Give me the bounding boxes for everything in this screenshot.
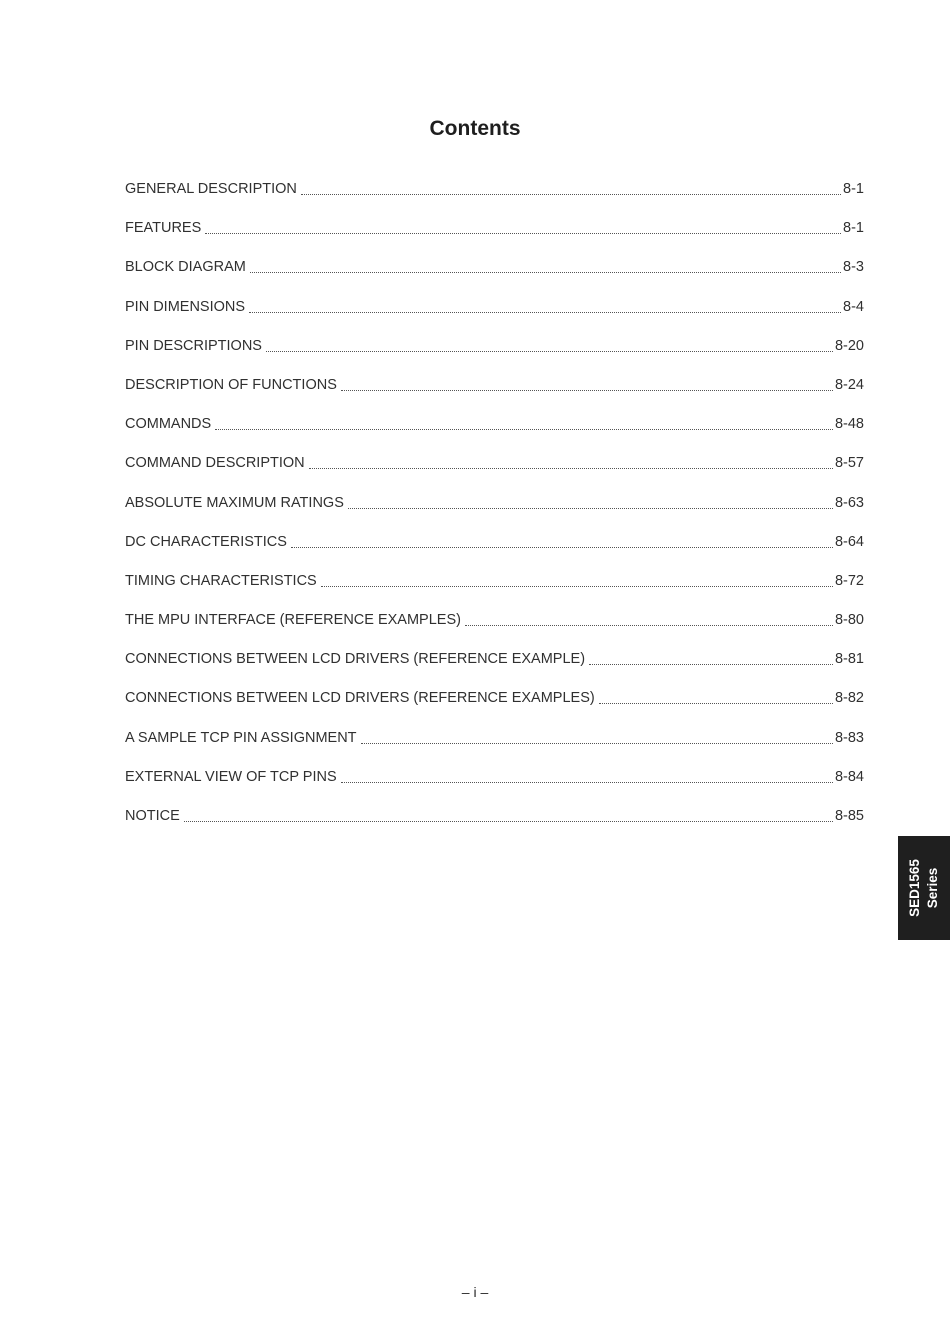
toc-entry-page: 8-82	[834, 690, 864, 707]
toc-leader-dots	[348, 490, 833, 516]
toc-leader-dots	[205, 215, 841, 241]
toc-entry-lcd-connections-example[interactable]	[125, 646, 864, 685]
toc-entry-page: 8-48	[834, 416, 864, 433]
toc-leader-dots	[599, 685, 833, 711]
toc-entry-notice[interactable]	[125, 803, 864, 842]
toc-entry-timing-characteristics[interactable]	[125, 568, 864, 607]
toc-entry-label: COMMANDS	[125, 416, 212, 433]
toc-entry-page: 8-84	[834, 768, 864, 785]
toc-leader-dots	[321, 568, 833, 594]
toc-entry-page: 8-83	[834, 729, 864, 746]
toc-entry-pin-descriptions[interactable]	[125, 333, 864, 372]
toc-leader-dots	[341, 372, 833, 398]
toc-entry-label: COMMAND DESCRIPTION	[125, 455, 305, 472]
toc-entry-label: FEATURES	[125, 220, 202, 237]
series-side-tab-text	[906, 859, 942, 917]
toc-leader-dots	[301, 176, 841, 202]
table-of-contents	[125, 176, 864, 842]
toc-entry-label: PIN DIMENSIONS	[125, 298, 246, 315]
toc-entry-label: DC CHARACTERISTICS	[125, 533, 287, 550]
toc-entry-label: PIN DESCRIPTIONS	[125, 337, 262, 354]
toc-entry-lcd-connections-examples[interactable]	[125, 685, 864, 724]
toc-entry-page: 8-63	[834, 494, 864, 511]
toc-leader-dots	[589, 646, 833, 672]
toc-entry-dc-characteristics[interactable]	[125, 529, 864, 568]
toc-entry-description-of-functions[interactable]	[125, 372, 864, 411]
toc-entry-general-description[interactable]	[125, 176, 864, 215]
toc-leader-dots	[215, 411, 833, 437]
toc-leader-dots	[249, 294, 841, 320]
toc-entry-pin-dimensions[interactable]	[125, 294, 864, 333]
toc-leader-dots	[184, 803, 833, 829]
toc-entry-page: 8-3	[843, 259, 864, 276]
toc-entry-page: 8-72	[834, 572, 864, 589]
toc-entry-label: BLOCK DIAGRAM	[125, 259, 246, 276]
toc-entry-label: ABSOLUTE MAXIMUM RATINGS	[125, 494, 344, 511]
toc-entry-label: A SAMPLE TCP PIN ASSIGNMENT	[125, 729, 357, 746]
series-side-tab	[898, 836, 950, 940]
toc-entry-label: TIMING CHARACTERISTICS	[125, 572, 317, 589]
toc-leader-dots	[250, 254, 841, 280]
toc-entry-command-description[interactable]	[125, 450, 864, 489]
toc-entry-mpu-interface[interactable]	[125, 607, 864, 646]
toc-entry-commands[interactable]	[125, 411, 864, 450]
toc-entry-label: GENERAL DESCRIPTION	[125, 181, 297, 197]
toc-leader-dots	[465, 607, 833, 633]
toc-entry-page: 8-4	[843, 298, 864, 315]
toc-entry-label: DESCRIPTION OF FUNCTIONS	[125, 376, 337, 393]
toc-entry-page: 8-64	[834, 533, 864, 550]
toc-leader-dots	[266, 333, 833, 359]
toc-entry-label: CONNECTIONS BETWEEN LCD DRIVERS (REFERENCE EXAMPLES)	[125, 690, 595, 707]
toc-entry-page: 8-1	[843, 220, 864, 237]
toc-leader-dots	[361, 725, 833, 751]
toc-leader-dots	[291, 529, 833, 555]
toc-entry-label: EXTERNAL VIEW OF TCP PINS	[125, 768, 337, 785]
toc-entry-tcp-pin-assignment[interactable]	[125, 725, 864, 764]
page-title: Contents	[429, 117, 521, 140]
toc-entry-page: 8-1	[843, 181, 864, 197]
toc-leader-dots	[341, 764, 833, 790]
toc-entry-page: 8-81	[834, 651, 864, 668]
toc-entry-block-diagram[interactable]	[125, 254, 864, 293]
toc-entry-page: 8-57	[834, 455, 864, 472]
toc-entry-page: 8-80	[834, 612, 864, 629]
toc-entry-page: 8-20	[834, 337, 864, 354]
toc-entry-label: NOTICE	[125, 808, 180, 824]
toc-entry-page: 8-85	[834, 808, 864, 824]
series-tab-label: Series	[925, 867, 940, 909]
toc-entry-absolute-maximum-ratings[interactable]	[125, 490, 864, 529]
toc-entry-label: CONNECTIONS BETWEEN LCD DRIVERS (REFERENCE EXAMPLE)	[125, 651, 586, 668]
toc-entry-external-view-tcp-pins[interactable]	[125, 764, 864, 803]
series-tab-model: SED1565	[907, 859, 922, 917]
toc-leader-dots	[309, 450, 833, 476]
toc-entry-label: THE MPU INTERFACE (REFERENCE EXAMPLES)	[125, 612, 461, 629]
toc-entry-page: 8-24	[834, 376, 864, 393]
page-number: – i –	[461, 1284, 489, 1300]
toc-entry-features[interactable]	[125, 215, 864, 254]
